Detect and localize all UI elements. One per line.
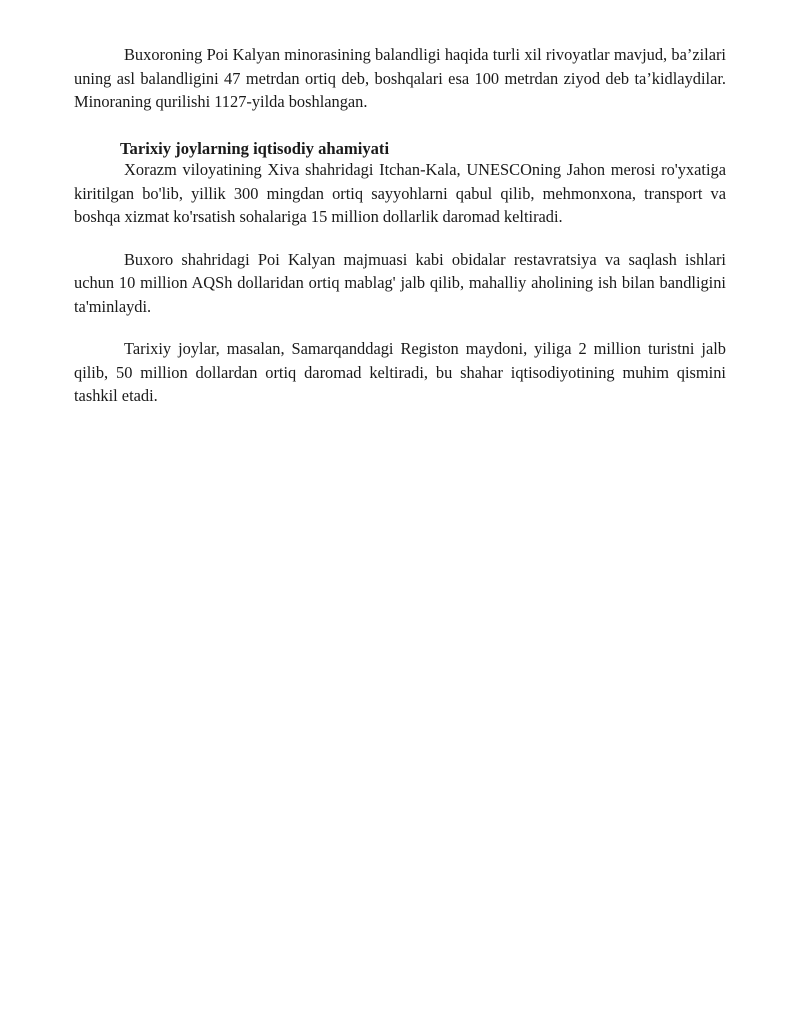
document-body xyxy=(74,43,726,408)
paragraph-poi-kalyan-restoration: Buxoro shahridagi Poi Kalyan majmuasi kabi obidalar restavratsiya va saqlash ishlari uchun 10 million AQSh dollaridan ortiq mablag' jalb qilib, mahalliy aholining ish bilan bandligini ta'minlaydi. xyxy=(74,249,726,316)
paragraph-registon: Tarixiy joylar, masalan, Samarqanddagi Registon maydoni, yiliga 2 million turistni jalb qilib, 50 million dollardan ortiq daromad keltiradi, bu shahar iqtisodiyotining muhim qismini tashkil etadi. xyxy=(74,339,726,405)
paragraph-itchan-kala: Xorazm viloyatining Xiva shahridagi Itchan-Kala, UNESCOning Jahon merosi ro'yxatiga kiritilgan bo'lib, yillik 300 mingdan ortiq sayyohlarni qabul qilib, mehmonxona, transport va boshqa xizmat ko'rsatish sohalariga 15 million dollarlik daromad keltiradi. xyxy=(74,160,726,226)
paragraph-poi-kalyan-height: Buxoroning Poi Kalyan minorasining balandligi haqida turli xil rivoyatlar mavjud, ba’zilari uning asl balandligini 47 metrdan ortiq deb, boshqalari esa 100 metrdan ziyod deb ta’kidlaydilar. Minoraning qurilishi 1127-yilda boshlangan. xyxy=(74,45,726,111)
section-heading: Tarixiy joylarning iqtisodiy ahamiyati xyxy=(120,138,390,158)
